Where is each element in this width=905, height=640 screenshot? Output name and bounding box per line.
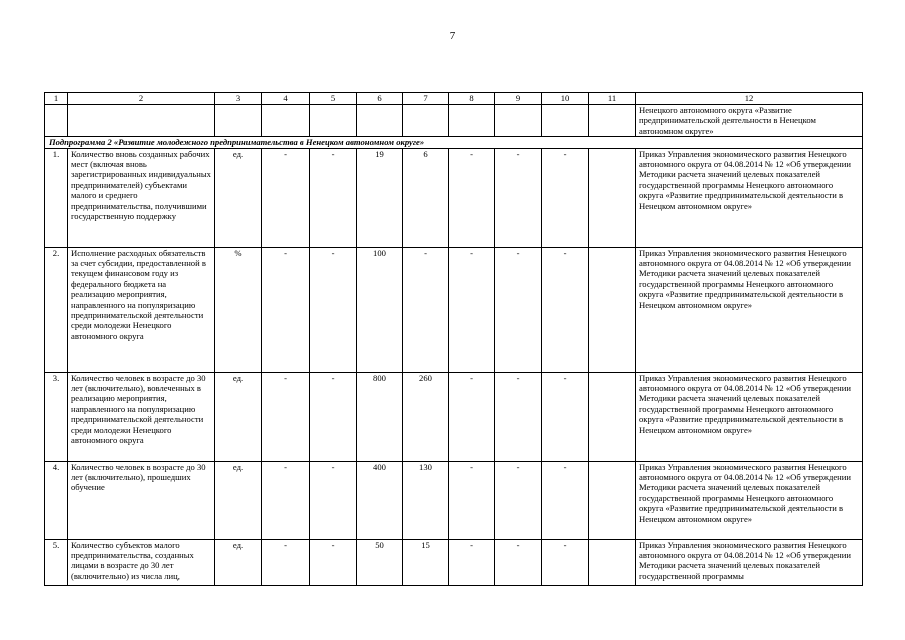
value-cell: - (310, 372, 357, 461)
value-cell: - (495, 148, 542, 247)
column-header: 7 (403, 93, 449, 105)
unit-cell: % (215, 247, 262, 372)
value-cell: 400 (357, 461, 403, 539)
value-cell: - (310, 247, 357, 372)
value-cell (589, 539, 636, 585)
source-cell: Приказ Управления экономического развития Ненецкого автономного округа от 04.08.2014 № 12 «Об утверждении Методики расчета значений целевых показателей государственной программы Ненецкого автономного округа «Развитие предпринимательской деятельности в Ненецком автономном округе» (636, 148, 863, 247)
value-cell: 130 (403, 461, 449, 539)
value-cell: - (495, 247, 542, 372)
table-row (45, 372, 863, 461)
source-cell: Приказ Управления экономического развития Ненецкого автономного округа от 04.08.2014 № 12 «Об утверждении Методики расчета значений целевых показателей государственной программы Ненецкого автономного округа «Развитие предпринимательской деятельности в Ненецком автономном округе» (636, 247, 863, 372)
value-cell: 19 (357, 148, 403, 247)
column-header: 9 (495, 93, 542, 105)
row-number: 1. (45, 148, 68, 247)
source-cell: Приказ Управления экономического развития Ненецкого автономного округа от 04.08.2014 № 12 «Об утверждении Методики расчета значений целевых показателей государственной программы (636, 539, 863, 585)
column-header: 3 (215, 93, 262, 105)
row-number: 4. (45, 461, 68, 539)
value-cell: - (262, 148, 310, 247)
indicator-name: Количество человек в возрасте до 30 лет (включительно), вовлеченных в реализацию мероприятия, направленного на популяризацию предпринимательской деятельности среди молодежи Ненецкого автономного округа (68, 372, 215, 461)
value-cell: 260 (403, 372, 449, 461)
unit-cell: ед. (215, 461, 262, 539)
value-cell (589, 372, 636, 461)
table-row (45, 539, 863, 585)
value-cell: - (310, 148, 357, 247)
value-cell: - (262, 539, 310, 585)
subprogram-row (45, 137, 863, 148)
row-number: 2. (45, 247, 68, 372)
value-cell: - (449, 247, 495, 372)
column-number-header-row (45, 93, 863, 105)
value-cell: - (262, 247, 310, 372)
value-cell: 6 (403, 148, 449, 247)
value-cell: - (449, 372, 495, 461)
value-cell: 100 (357, 247, 403, 372)
value-cell (589, 461, 636, 539)
indicator-name: Количество человек в возрасте до 30 лет (включительно), прошедших обучение (68, 461, 215, 539)
value-cell: - (495, 372, 542, 461)
value-cell (589, 247, 636, 372)
row-number: 5. (45, 539, 68, 585)
table-row (45, 148, 863, 247)
table-row (45, 461, 863, 539)
source-cell: Приказ Управления экономического развития Ненецкого автономного округа от 04.08.2014 № 12 «Об утверждении Методики расчета значений целевых показателей государственной программы Ненецкого автономного округа «Развитие предпринимательской деятельности в Ненецком автономном округе» (636, 372, 863, 461)
value-cell: - (542, 148, 589, 247)
value-cell: - (449, 539, 495, 585)
value-cell: - (403, 247, 449, 372)
unit-cell: ед. (215, 539, 262, 585)
unit-cell: ед. (215, 372, 262, 461)
row-number: 3. (45, 372, 68, 461)
source-cell: Ненецкого автономного округа «Развитие предпринимательской деятельности в Ненецком автономном округе» (636, 105, 863, 137)
value-cell: 800 (357, 372, 403, 461)
indicator-name: Исполнение расходных обязательств за счет субсидии, предоставленной в текущем финансовом году из федерального бюджета на реализацию мероприятия, направленного на популяризацию предпринимательской деятельности среди молодежи Ненецкого автономного округа (68, 247, 215, 372)
page-number: 7 (449, 30, 456, 42)
column-header: 1 (45, 93, 68, 105)
value-cell: - (542, 539, 589, 585)
indicator-name: Количество вновь созданных рабочих мест (включая вновь зарегистрированных индивидуальных предпринимателей) субъектами малого и среднего предпринимательства, получившими государственную поддержку (68, 148, 215, 247)
column-header: 2 (68, 93, 215, 105)
subprogram-title: Подпрограмма 2 «Развитие молодежного предпринимательства в Ненецком автономном округе» (45, 137, 863, 148)
value-cell: - (262, 461, 310, 539)
value-cell: - (262, 372, 310, 461)
column-header: 11 (589, 93, 636, 105)
value-cell: - (542, 461, 589, 539)
column-header: 12 (636, 93, 863, 105)
value-cell: - (449, 148, 495, 247)
column-header: 5 (310, 93, 357, 105)
column-header: 8 (449, 93, 495, 105)
value-cell: - (310, 461, 357, 539)
source-cell: Приказ Управления экономического развития Ненецкого автономного округа от 04.08.2014 № 12 «Об утверждении Методики расчета значений целевых показателей государственной программы Ненецкого автономного округа «Развитие предпринимательской деятельности в Ненецком автономном округе» (636, 461, 863, 539)
table-row (45, 247, 863, 372)
value-cell: - (542, 247, 589, 372)
value-cell: - (495, 539, 542, 585)
value-cell: - (495, 461, 542, 539)
value-cell (589, 148, 636, 247)
column-header: 6 (357, 93, 403, 105)
indicators-table (44, 92, 863, 586)
value-cell: 15 (403, 539, 449, 585)
value-cell: - (449, 461, 495, 539)
indicator-name: Количество субъектов малого предпринимательства, созданных лицами в возрасте до 30 лет (включительно) из числа лиц, (68, 539, 215, 585)
column-header: 10 (542, 93, 589, 105)
value-cell: - (542, 372, 589, 461)
column-header: 4 (262, 93, 310, 105)
continued-row (45, 105, 863, 137)
value-cell: - (310, 539, 357, 585)
value-cell: 50 (357, 539, 403, 585)
unit-cell: ед. (215, 148, 262, 247)
